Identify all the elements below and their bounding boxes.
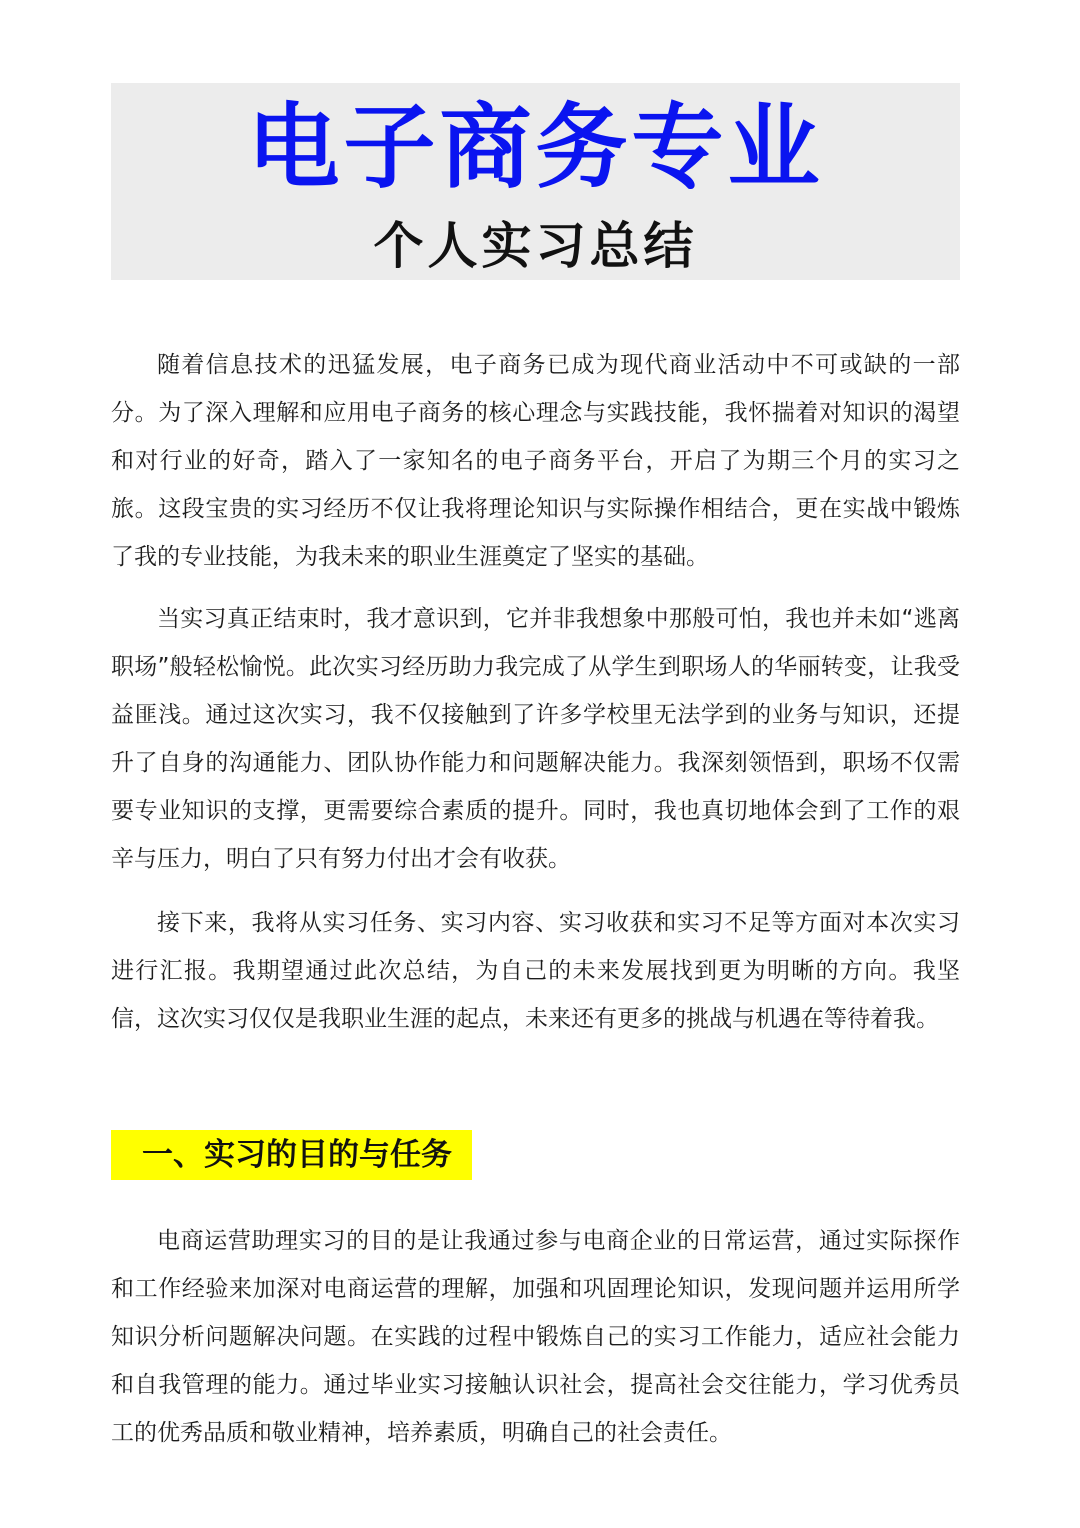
- intro-paragraph-3: 接下来，我将从实习任务、实习内容、实习收获和实习不足等方面对本次实习进行汇报。我期望通过此次总结，为自己的未来发展找到更为明晰的方向。我坚信，这次实习仅仅是我职业生涯的起点，未来还有更多的挑战与机遇在等待着我。: [111, 910, 960, 1032]
- intro-paragraph-2: 当实习真正结束时，我才意识到，它并非我想象中那般可怕，我也并未如“逃离职场”般轻松愉悦。此次实习经历助力我完成了从学生到职场人的华丽转变，让我受益匪浅。通过这次实习，我不仅接触到了许多学校里无法学到的业务与知识，还提升了自身的沟通能力、团队协作能力和问题解决能力。我深刻领悟到，职场不仅需要专业知识的支撑，更需要综合素质的提升。同时，我也真切地体会到了工作的艰辛与压力，明白了只有努力付出才会有收获。: [111, 606, 960, 872]
- document-title: 电子商务专业: [247, 94, 824, 201]
- title-banner: [111, 83, 960, 280]
- document-subtitle: 个人实习总结: [373, 217, 698, 275]
- section-1-paragraph: 电商运营助理实习的目的是让我通过参与电商企业的日常运营，通过实际探作和工作经验来加深对电商运营的理解，加强和巩固理论知识，发现问题并运用所学知识分析问题解决问题。在实践的过程中锻炼自己的实习工作能力，适应社会能力和自我管理的能力。通过毕业实习接触认识社会，提高社会交往能力，学习优秀员工的优秀品质和敬业精神，培养素质，明确自己的社会责任。: [111, 1228, 960, 1446]
- section-heading-purpose: 一、实习的目的与任务: [111, 1130, 472, 1180]
- intro-paragraph-1: 随着信息技术的迅猛发展，电子商务已成为现代商业活动中不可或缺的一部分。为了深入理解和应用电子商务的核心理念与实践技能，我怀揣着对知识的渴望和对行业的好奇，踏入了一家知名的电子商务平台，开启了为期三个月的实习之旅。这段宝贵的实习经历不仅让我将理论知识与实际操作相结合，更在实战中锻炼了我的专业技能，为我未来的职业生涯奠定了坚实的基础。: [111, 352, 960, 570]
